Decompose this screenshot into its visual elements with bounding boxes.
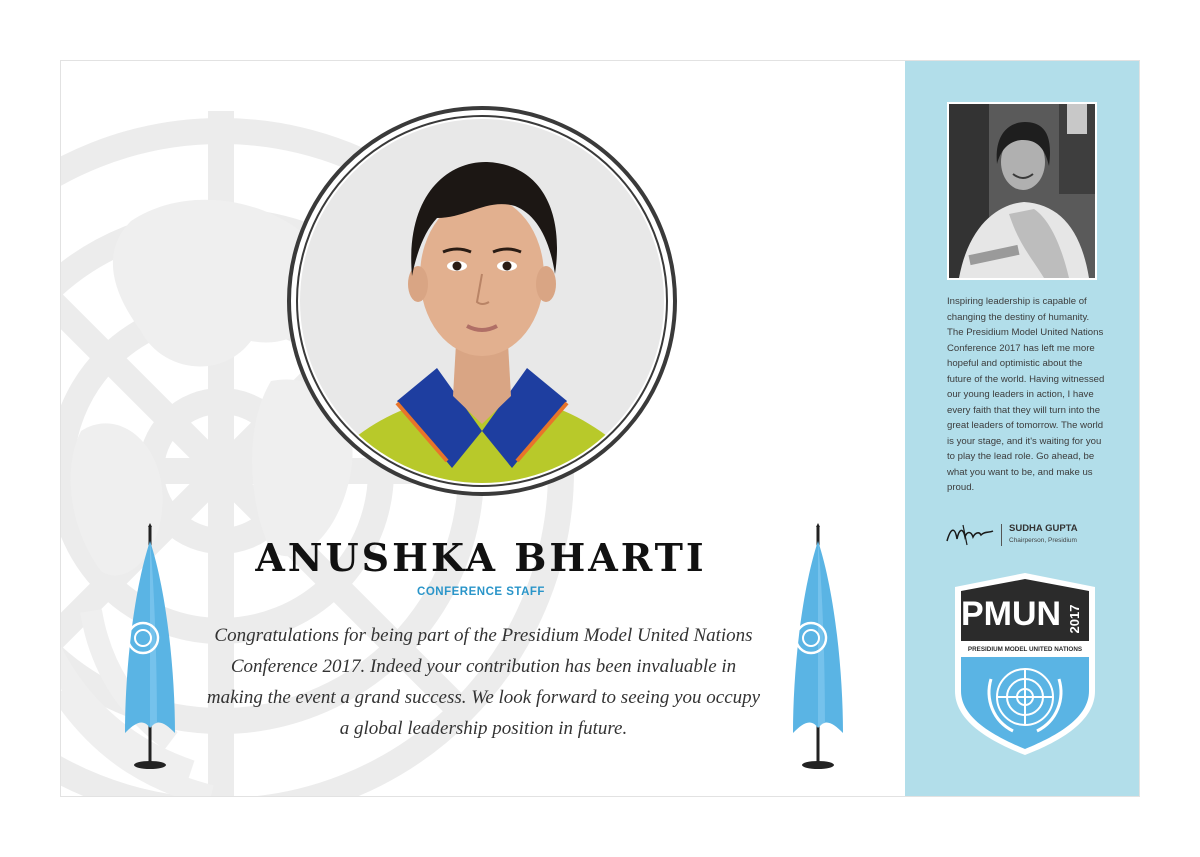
congratulations-message: Congratulations for being part of the Presidium Model United Nations Conference 2017. Indeed your contribution has been invaluable in making the event a grand success. We look forward to seeing you occupy a global leadership position in future. (206, 625, 761, 739)
chairperson-sidebar (905, 61, 1140, 797)
chairperson-quote: Inspiring leadership is capable of changing the destiny of humanity. The Presidium Model United Nations Conference 2017 has left me more hopeful and optimistic about the future of the world. Having witnessed our young leaders in action, I have every faith that they will turn into the great leaders of tomorrow. The world is your stage, and it's waiting for you to play the lead role. Go ahead, be what you want to be, and make us proud. (947, 296, 1105, 493)
signature-icon (945, 521, 995, 549)
signatory-title: Chairperson, Presidium (1009, 537, 1077, 544)
badge-year: 2017 (1067, 604, 1082, 634)
un-flag-right-icon (783, 523, 853, 773)
signature-divider (1001, 524, 1002, 546)
recipient-role: CONFERENCE STAFF (417, 586, 545, 598)
chairperson-photo (947, 102, 1097, 280)
student-portrait (287, 106, 677, 496)
signature-block (945, 521, 1115, 551)
badge-acronym: PMUN (960, 595, 1062, 633)
un-flag-left-icon (115, 523, 185, 773)
recipient-name: ANUSHKA BHARTI (255, 535, 707, 580)
certificate-card (60, 60, 1140, 797)
pmun-badge-logo (951, 571, 1099, 757)
signatory-name: SUDHA GUPTA (1009, 523, 1078, 534)
badge-caption: PRESIDIUM MODEL UNITED NATIONS (967, 646, 1083, 653)
